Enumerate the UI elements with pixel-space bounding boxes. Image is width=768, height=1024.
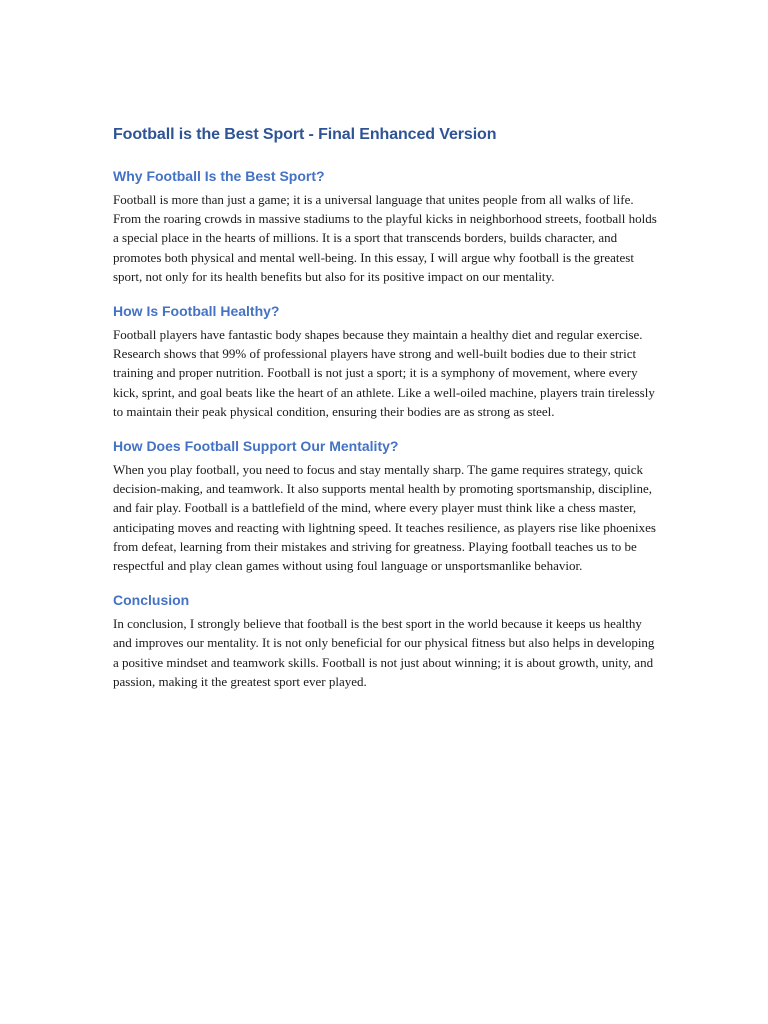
section-paragraph: In conclusion, I strongly believe that football is the best sport in the world because it keeps us healthy and improves our mentality. It is not only beneficial for our physical fitness but also helps in developing a positive mindset and teamwork skills. Football is not just about winning; it is about growth, unity, and passion, making it the greatest sport ever played. [113, 616, 655, 689]
section-paragraph: When you play football, you need to focus and stay mentally sharp. The game requires strategy, quick decision-making, and teamwork. It also supports mental health by promoting sportsmanship, discipline, and fair play. Football is a battlefield of the mind, where every player must think like a chess master, anticipating moves and reacting with lightning speed. It teaches resilience, as players rise like phoenixes from defeat, learning from their mistakes and striving for greatness. Playing football teaches us to be respectful and play clean games without using foul language or unsportsmanlike behavior. [113, 462, 656, 574]
section-heading: How Is Football Healthy? [113, 303, 280, 320]
section-heading: How Does Football Support Our Mentality? [113, 438, 399, 455]
document-title: Football is the Best Sport - Final Enhanced Version [113, 126, 497, 143]
section-conclusion [113, 590, 657, 691]
section-why-football [113, 166, 657, 286]
section-heading: Conclusion [113, 592, 190, 609]
section-football-mentality [113, 436, 657, 575]
document-page [113, 122, 657, 706]
section-paragraph: Football is more than just a game; it is a universal language that unites people from all walks of life. From the roaring crowds in massive stadiums to the playful kicks in neighborhood streets, football holds a special place in the hearts of millions. It is a sport that transcends borders, builds character, and promotes both physical and mental well-being. In this essay, I will argue why football is the greatest sport, not only for its health benefits but also for its positive impact on our mentality. [113, 192, 657, 284]
section-heading: Why Football Is the Best Sport? [113, 168, 325, 184]
section-paragraph: Football players have fantastic body shapes because they maintain a healthy diet and regular exercise. Research shows that 99% of professional players have strong and well-built bodies due to their strict training and proper nutrition. Football is not just a sport; it is a symphony of movement, where every kick, sprint, and goal beats like the heart of an athlete. Like a well-oiled machine, players train tirelessly to maintain their peak physical condition, ensuring their bodies are as strong as steel. [113, 327, 655, 419]
section-football-healthy [113, 301, 657, 421]
